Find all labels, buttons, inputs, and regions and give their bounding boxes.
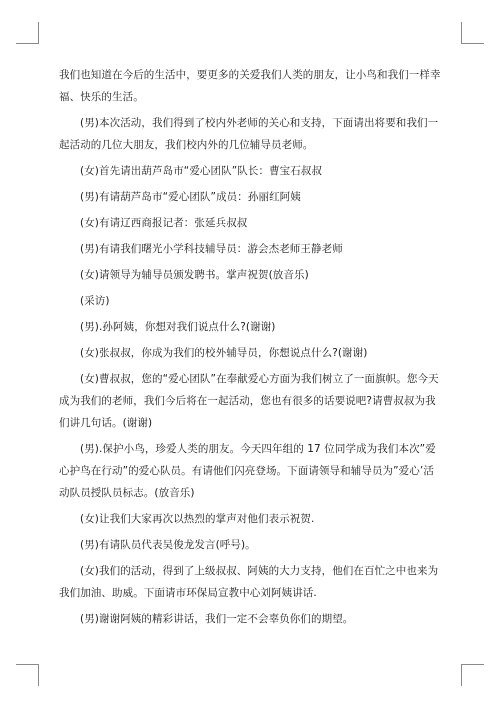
paragraph: (男)谢谢阿姨的精彩讲话，我们一定不会辜负你们的期望。 (80, 613, 354, 625)
paragraph: (女)曹叔叔，您的“爱心团队”在奉献爱心方面为我们树立了一面旗帜。您今天成为我们的老师，我们今后将在一起活动，您也有很多的话要说吧?请曹叔叔为我们讲几句话。(谢谢) (59, 373, 439, 429)
paragraph: (男)有请队员代表吴俊龙发言(呼号)。 (80, 539, 256, 551)
crop-mark-bottom-right (462, 664, 484, 665)
document-body (59, 64, 444, 634)
paragraph: (女)张叔叔，你成为我们的校外辅导员，你想说点什么?(谢谢) (80, 347, 368, 359)
crop-mark-top-right (462, 43, 484, 44)
paragraph: (女)首先请出葫芦岛市“爱心团队”队长：曹宝石叔叔 (80, 165, 323, 177)
paragraph: (男).孙阿姨，你想对我们说点什么?(谢谢) (80, 321, 276, 333)
crop-mark-top-left (16, 43, 38, 44)
crop-mark-bottom-left (38, 664, 39, 686)
crop-mark-bottom-left (16, 664, 38, 665)
crop-mark-top-right (461, 22, 462, 44)
paragraph: (女)让我们大家再次以热烈的掌声对他们表示祝贺. (80, 513, 315, 525)
paragraph: (采访) (80, 295, 110, 307)
paragraph: 我们也知道在今后的生活中，要更多的关爱我们人类的朋友，让小鸟和我们一样幸福、快乐的生活。 (59, 69, 441, 103)
paragraph: (男)有请我们曙光小学科技辅导员：游会杰老师王静老师 (80, 243, 343, 255)
paragraph: (女)有请辽西商报记者：张延兵叔叔 (80, 217, 248, 229)
paragraph: (男)本次活动，我们得到了校内外老师的关心和支持，下面请出将要和我们一起活动的几位大朋友，我们校内外的几位辅导员老师。 (59, 117, 439, 151)
crop-mark-top-left (38, 22, 39, 44)
paragraph: (女)请领导为辅导员颁发聘书。掌声祝贺(放音乐) (80, 269, 309, 281)
paragraph: (男).保护小鸟，珍爱人类的朋友。今天四年组的 17 位同学成为我们本次”爱心护鸟在行动”的爱心队员。有请他们闪亮登场。下面请领导和辅导员为”爱心’活动队员授队员标志。(放音乐) (59, 443, 436, 499)
paragraph: (男)有请葫芦岛市“爱心团队”成员：孙丽红阿姨 (80, 191, 301, 203)
paragraph: (女)我们的活动，得到了上级叔叔、阿姨的大力支持，他们在百忙之中也来为我们加油、助威。下面请市环保局宣教中心刘阿姨讲话. (59, 565, 439, 599)
crop-mark-bottom-right (461, 664, 462, 686)
